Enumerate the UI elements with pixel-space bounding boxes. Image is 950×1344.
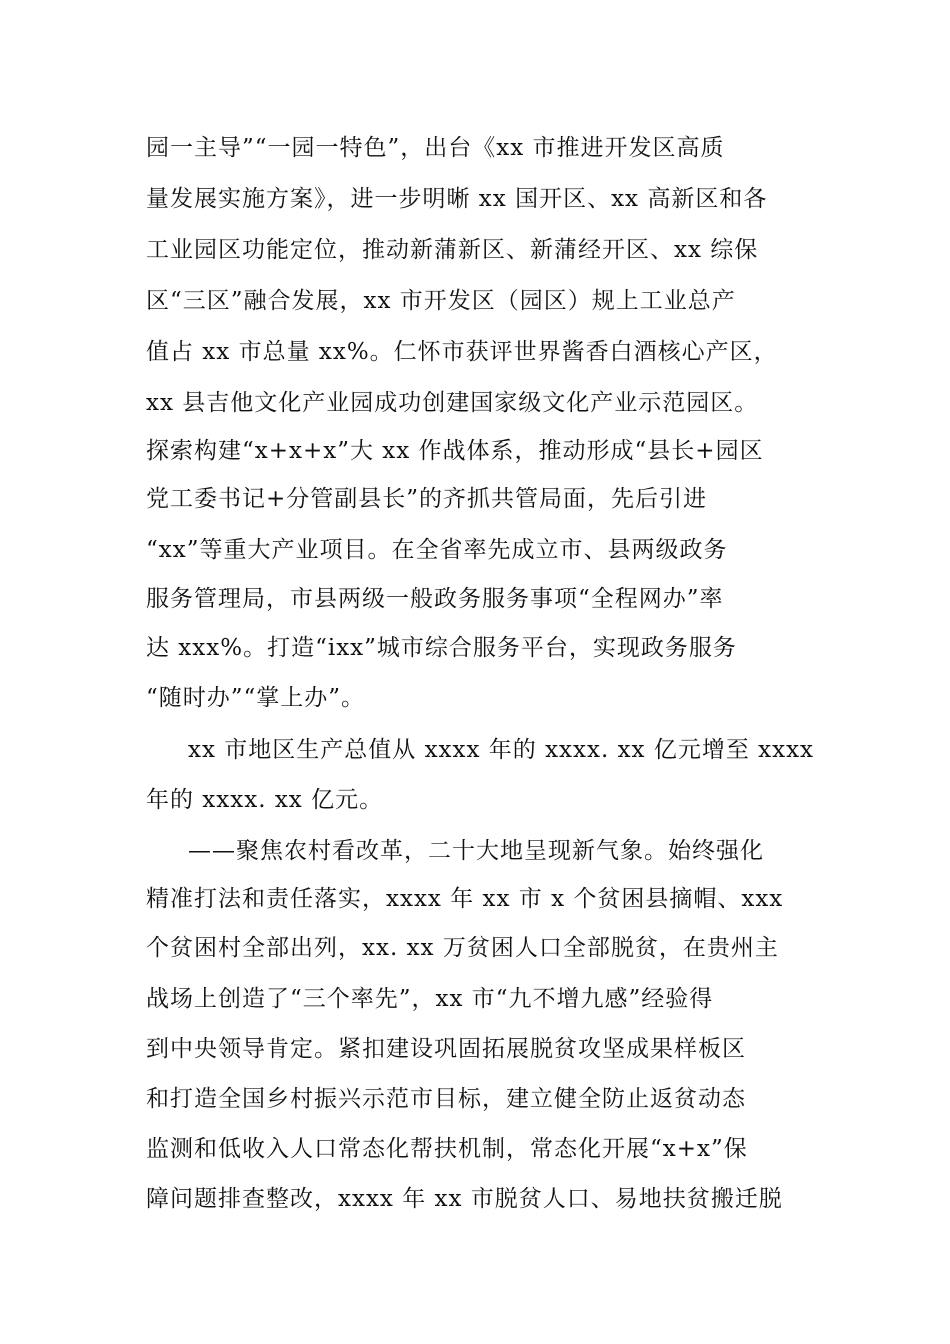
text-line: 量发展实施方案》，进一步明晰 xx 国开区、xx 高新区和各 (146, 186, 768, 212)
text-line: 个贫困村全部出列，xx. xx 万贫困人口全部脱贫，在贵州主 (146, 935, 779, 961)
text-line: 服务管理局，市县两级一般政务服务事项“全程网办”率 (146, 586, 724, 612)
text-line: “随时办”“掌上办”。 (146, 685, 366, 711)
text-line: 和打造全国乡村振兴示范市目标，建立健全防止返贫动态 (146, 1086, 746, 1112)
text-line: 探索构建“x+x+x”大 xx 作战体系，推动形成“县长+园区 (146, 438, 764, 464)
text-line: 到中央领导肯定。紧扣建设巩固拓展脱贫攻坚成果样板区 (146, 1036, 746, 1062)
text-line: 工业园区功能定位，推动新蒲新区、新蒲经开区、xx 综保 (146, 237, 759, 263)
text-line: 达 xxx%。打造“ixx”城市综合服务平台，实现政务服务 (146, 635, 737, 661)
text-line: 年的 xxxx. xx 亿元。 (146, 787, 384, 813)
text-line: 精准打法和责任落实，xxxx 年 xx 市 x 个贫困县摘帽、xxx (146, 886, 784, 912)
text-line: xx 县吉他文化产业园成功创建国家级文化产业示范园区。 (146, 390, 759, 416)
text-line: 党工委书记+分管副县长”的齐抓共管局面，先后引进 (146, 486, 708, 512)
text-line: 园一主导”“一园一特色”，出台《xx 市推进开发区高质 (146, 135, 725, 161)
text-line: 监测和低收入人口常态化帮扶机制，常态化开展“x+x”保 (146, 1136, 748, 1162)
text-line: “xx”等重大产业项目。在全省率先成立市、县两级政务 (146, 537, 728, 563)
text-line: ——聚焦农村看改革，二十大地呈现新气象。始终强化 (188, 838, 764, 864)
text-line: 值占 xx 市总量 xx%。仁怀市获评世界酱香白酒核心产区， (146, 339, 778, 365)
text-line: 战场上创造了“三个率先”，xx 市“九不增九感”经验得 (146, 986, 714, 1012)
text-line: xx 市地区生产总值从 xxxx 年的 xxxx. xx 亿元增至 xxxx (188, 737, 815, 763)
text-line: 区“三区”融合发展，xx 市开发区（园区）规上工业总产 (146, 288, 736, 314)
text-line: 障问题排查整改，xxxx 年 xx 市脱贫人口、易地扶贫搬迁脱 (146, 1186, 783, 1212)
